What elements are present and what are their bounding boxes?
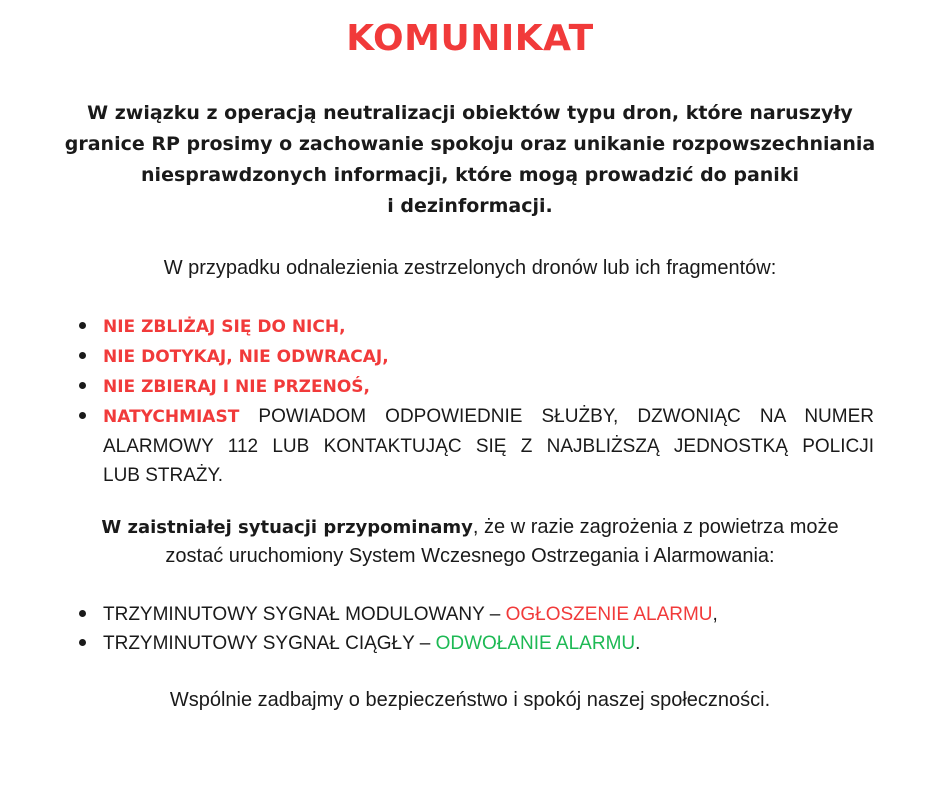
list-item: [66, 342, 874, 372]
intro-part-1: W związku z operacją neutralizacji obiektów typu dron: [87, 102, 672, 124]
notify-text-1: POWIADOM ODPOWIEDNIE SŁUŻBY, DZWONIĄC NA NUMER: [239, 406, 874, 427]
intro-part-2: , które naruszyły: [671, 102, 853, 124]
bullet-icon: [79, 322, 86, 329]
reminder-paragraph: [0, 513, 940, 570]
signal-meaning-cancel: ODWOŁANIE ALARMU: [435, 633, 636, 654]
bullet-icon: [79, 412, 86, 419]
list-item: [66, 312, 874, 342]
bullet-icon: [79, 639, 86, 646]
lead-text: W przypadku odnalezienia zestrzelonych dronów lub ich fragmentów:: [163, 257, 777, 279]
intro-line-2: granice RP prosimy o zachowanie spokoju oraz unikanie rozpowszechniania: [64, 133, 876, 155]
reminder-rest: , że w razie zagrożenia z powietrza może: [472, 516, 839, 538]
warning-text: NIE DOTYKAJ, NIE ODWRACAJ,: [103, 347, 389, 367]
page-title: KOMUNIKAT: [346, 18, 594, 59]
closing-text: Wspólnie zadbajmy o bezpieczeństwo i spokój naszej społeczności.: [169, 689, 771, 711]
list-item: [66, 372, 874, 402]
intro-line-1: [60, 98, 880, 129]
intro-paragraph: [60, 98, 880, 222]
list-item: [66, 629, 874, 658]
list-item: [66, 402, 874, 490]
signal-text: TRZYMINUTOWY SYGNAŁ MODULOWANY –: [103, 604, 506, 625]
list-item: [66, 600, 874, 629]
warnings-list: [66, 312, 874, 490]
intro-line-4: i dezinformacji.: [387, 195, 553, 217]
notify-line-1: [103, 402, 874, 432]
signal-meaning-alarm: OGŁOSZENIE ALARMU: [505, 604, 713, 625]
reminder-line-1: [0, 513, 940, 542]
signal-text: TRZYMINUTOWY SYGNAŁ CIĄGŁY –: [103, 633, 436, 654]
warning-text: NIE ZBLIŻAJ SIĘ DO NICH,: [103, 317, 346, 337]
intro-line-3: niesprawdzonych informacji, które mogą prowadzić do paniki: [141, 164, 799, 186]
warning-text: NIE ZBIERAJ I NIE PRZENOŚ,: [103, 377, 370, 397]
signal-suffix: ,: [712, 604, 718, 625]
notify-emphasis: NATYCHMIAST: [103, 407, 240, 427]
signals-list: [66, 600, 874, 658]
reminder-bold: W zaistniałej sytuacji przypominamy: [101, 517, 473, 538]
bullet-icon: [79, 352, 86, 359]
reminder-line-2: zostać uruchomiony System Wczesnego Ostrzegania i Alarmowania:: [165, 545, 775, 567]
notify-line-2: ALARMOWY 112 LUB KONTAKTUJĄC SIĘ Z NAJBLIŻSZĄ JEDNOSTKĄ POLICJI: [103, 436, 874, 457]
bullet-icon: [79, 382, 86, 389]
bullet-icon: [79, 610, 86, 617]
notify-line-3: LUB STRAŻY.: [103, 465, 224, 486]
signal-suffix: .: [635, 633, 641, 654]
